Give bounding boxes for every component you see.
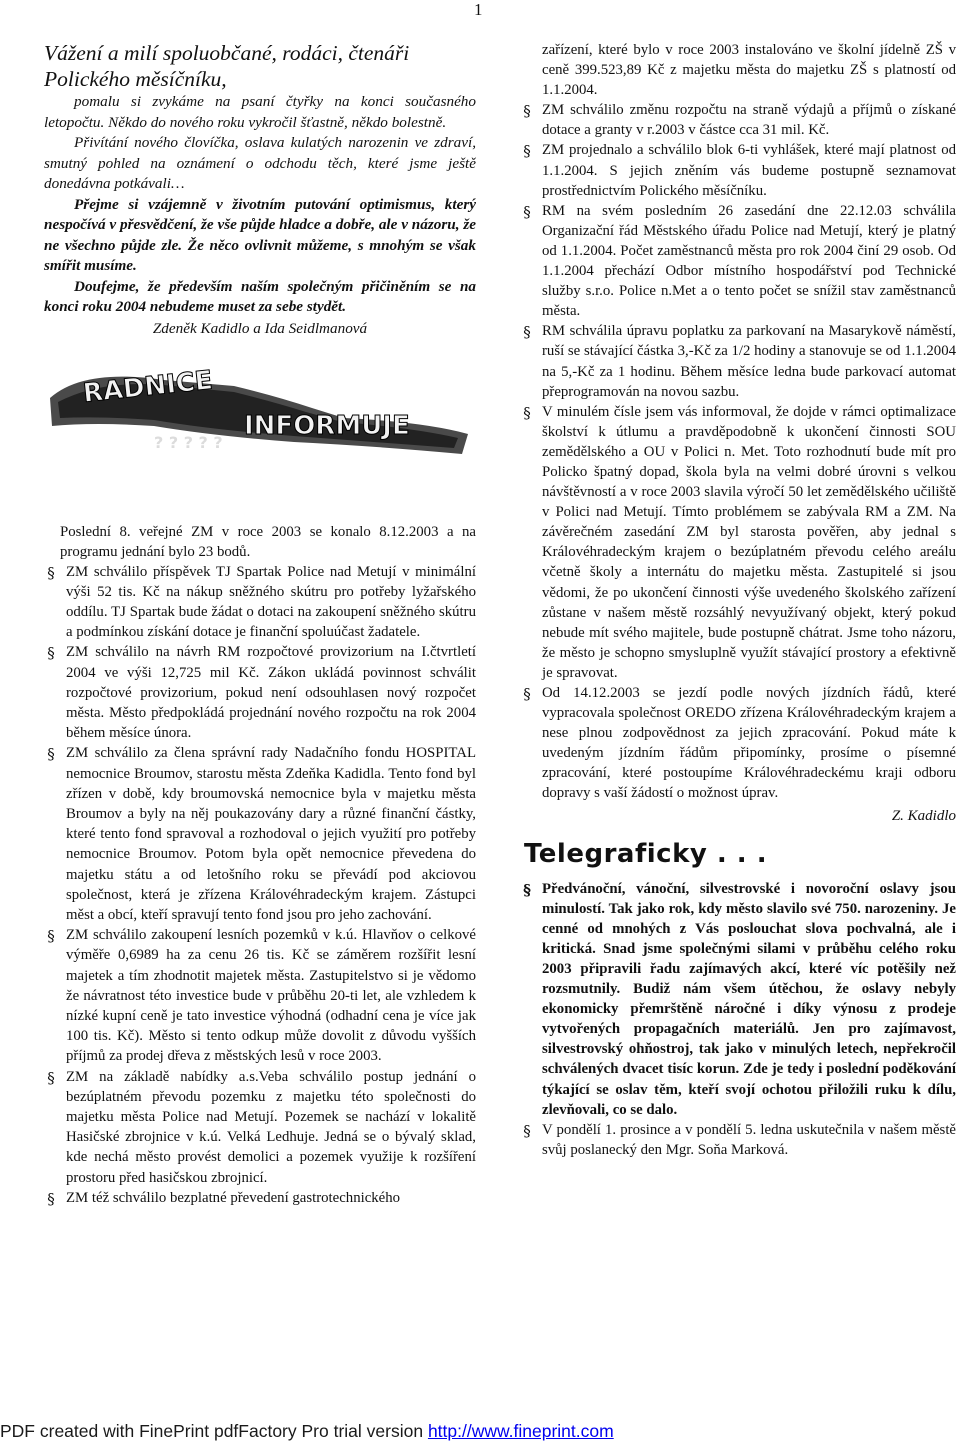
list-item-text: V pondělí 1. prosince a v pondělí 5. ledna uskutečnila v našem městě svůj poslanecký den Mgr. Soňa Marková.: [542, 1121, 956, 1158]
list-item-text: ZM schválilo zakoupení lesních pozemků v k.ú. Hlavňov o celkové výměře 0,6989 ha za cenu 26 tis. Kč se záměrem rozšířit lesní majetek a tím zhodnotit majetek města. Zastupitelstvo si je vědomo že návratnost této investice bude v průběhu 20-ti let, ale vzhledem k nízké kupní ceně je tato investice výhodná (odhadní cena je více jak 100 tis. Kč). Město si tento odkup může dovolit z důvodu vyšších příjmů za prodej dřeva z městských lesů v roce 2003.: [66, 927, 476, 1065]
section-icon: §: [523, 685, 531, 703]
list-item: [44, 1067, 476, 1188]
greeting-signature: Zdeněk Kadidlo a Ida Seidlmanová: [152, 319, 368, 337]
list-item-text: ZM schválilo za člena správní rady Nadačního fondu HOSPITAL nemocnice Broumov, starostu města Zdeňka Kadidla. Tento fond byl zřízen v době, kdy broumovská nemocnice byla v majetku města Broumov a byly na něj poukazovány dary a různé finanční částky, které tento fond spravoval a rozhodoval o jejich využití pro potřeby nemocnice Broumov. Potom byla opět nemocnice převedena do majetku státu a od letošního roku se převádí pod akciovou společnost, která je zřízena Královéhradeckým krajem. Zástupci měst a obcí, kteří spravují tento fond jsou pro jeho zachování.: [66, 745, 476, 923]
list-item: [44, 642, 476, 743]
section-icon: §: [523, 1121, 531, 1140]
section-icon: §: [47, 563, 55, 582]
list-item: [44, 1188, 476, 1208]
greeting-title: Vážení a milí spoluobčané, rodáci, čtenáři Polického měsíčníku,: [44, 41, 410, 91]
section-icon: §: [523, 880, 531, 899]
list-item: [520, 321, 956, 401]
footer-text: PDF created with FinePrint pdfFactory Pro trial version: [0, 1421, 428, 1441]
list-item-text: ZM též schválilo bezplatné převedení gastrotechnického: [66, 1189, 401, 1206]
footer-link[interactable]: http://www.fineprint.com: [427, 1421, 614, 1441]
list-item: [520, 402, 956, 683]
right-column: [520, 40, 956, 1160]
list-item: [520, 683, 956, 804]
banner-graphic: [44, 362, 476, 460]
banner-word-radnice: RADNICE: [81, 365, 215, 409]
list-item-text: ZM na základě nabídky a.s.Veba schválilo postup jednání o bezúplatném převodu pozemku z majetku této společnosti do majetku města Police nad Metují. Pozemek se nachází v lokalitě Hasičské zbrojnice v k.ú. Velká Ledhuje. Jedná se o bývalý sklad, kde nechá město provést demolici a pozemek využije k rozšíření prostoru před hasičskou zbrojnicí.: [66, 1068, 476, 1186]
telegraficky-heading: Telegraficky . . .: [524, 838, 768, 869]
list-item-text: zařízení, které bylo v roce 2003 instalováno ve školní jídelně ZŠ v ceně 399.523,89 Kč z majetku města do majetku ZŠ s platností od 1.1.2004.: [542, 42, 956, 99]
list-item-text: ZM schválilo změnu rozpočtu na straně výdajů a příjmů o získané dotace a granty v r.2003 v částce cca 31 mil. Kč.: [542, 102, 956, 139]
section-icon: §: [47, 1068, 55, 1087]
left-column: [44, 40, 476, 1208]
list-item: [520, 879, 956, 1120]
list-item-text: Předvánoční, vánoční, silvestrovské i novoroční oslavy jsou minulostí. Tak jako rok, kdy město slavilo své 750. narozeniny. Je cenné od mnohých z Vás poslouchat slova pochvalná, ale i kritická. Snad jsme společnými silami v průběhu celého roku 2003 připravili řadu zajímavých akcí, které víc potěšily než rozsmutnily. Budiž nám všem útěchou, že oslavy nebyly ekonomicky přemrštěně náročné i díky výnosu z prodeje vytvořených propagačních materiálů. Jen pro zajímavost, silvestrovský ohňostroj, tak jako v minulých letech, nepřekročil schválených dvacet tisíc korun. Zde je tedy i poslední poděkování týkající se oslav těm, kteří svojí ochotou přiložili ruku k dílu, zlevňovali, co se dalo.: [542, 880, 956, 1118]
list-item: [520, 201, 956, 322]
list-item-text: V minulém čísle jsem vás informoval, že dojde v rámci optimalizace školství k útlumu a pravděpodobně k ukončení činnosti SOU zemědělského a OU v Polici n. Met. Toto rozhodnutí bude mít pro Policko špatný dopad, škola byla na velmi dobré úrovni s velkou návštěvností a v roce 2003 slavila výročí 50 let zemědělského učiliště v Polici nad Metují. Tímto problémem se zabývala RM a ZM. Na závěrečném zasedání ZM byl starosta pověřen, aby jednal s Královéhradeckým krajem o bezúplatném převodu celého areálu včetně školy a internátu do majetku města. Zastupitelé si jsou vědomi, že po ukončení činnosti výše uvedeného školského zařízení zůstane v našem městě rozsáhlý nevyužívaný objekt, který pokud nebude mít svého majitele, bude postupně chátrat. Jsme toho názoru, že město je schopno smysluplně využít stávající prostory a efektivně je spravovat.: [542, 403, 956, 681]
section-icon: §: [523, 323, 531, 342]
section-icon: §: [47, 1189, 55, 1208]
page-number: 1: [474, 0, 483, 19]
list-item: [520, 100, 956, 140]
list-item: [44, 743, 476, 925]
radnice-informuje-banner: [44, 362, 476, 460]
greeting-paragraph-1: pomalu si zvykáme na psaní čtyřky na konci současného letopočtu. Někdo do nového roku vykročil šťastně, někdo bolestně.: [44, 93, 476, 131]
meeting-intro: Poslední 8. veřejné ZM v roce 2003 se konalo 8.12.2003 a na programu jednání bylo 23 bodů.: [60, 523, 476, 560]
list-item-text: ZM schválilo příspěvek TJ Spartak Police nad Metují v minimální výši 52 tis. Kč na nákup sněžného skútru pro potřeby lyžařského oddílu. TJ Spartak bude žádat o dotaci na zakoupení sněžného skútru a podmínkou získání dotace je finanční spoluúčast žadatele.: [66, 563, 476, 641]
section-icon: §: [523, 142, 531, 161]
list-item-text: ZM schválilo na návrh RM rozpočtové provizorium na I.čtvrtletí 2004 ve výši 12,725 mil Kč. Zákon ukládá povinnost schválit rozpočtové provizorium, pokud není odsouhlasen nový rozpočet města. Město předpokládá projednání nového rozpočtu na rok 2004 během měsíce února.: [66, 644, 476, 742]
list-item-text: RM na svém posledním 26 zasedání dne 22.12.03 schválila Organizační řád Městského úřadu Police nad Metují, který je platný od 1.1.2004. Počet zaměstnanců města pro rok 2004 činí 29 osob. Od 1.1.2004 přechází Odbor místního hospodářství pod Technické služby s.r.o. Police n.Met a o tento počet se snížil stav zaměstnanců města.: [542, 202, 956, 320]
left-item-list: [44, 562, 476, 1209]
list-item: [520, 140, 956, 200]
telegraficky-list: [520, 879, 956, 1160]
list-item: [520, 1120, 956, 1160]
greeting-paragraph-4: Doufejme, že především naším společným přičiněním se na konci roku 2004 nebudeme muset za sebe stydět.: [44, 277, 476, 315]
list-item-text: Od 14.12.2003 se jezdí podle nových jízdních řádů, které vypracovala společnost OREDO zřízena Královéhradeckým krajem a nese plnou zodpovědnost za jejich zpracování. Pokud máte k uvedeným jízdním řádům připomínky, prosíme o písemné zpracování, které postoupíme Královéhradeckému kraji odboru dopravy s vaší žádostí o možnost úprav.: [542, 685, 956, 802]
section-icon: §: [47, 745, 55, 764]
list-item-continued: [520, 40, 956, 100]
list-item: [44, 925, 476, 1066]
section-icon: §: [47, 927, 55, 946]
radnice-signature: Z. Kadidlo: [891, 807, 956, 824]
list-item-text: ZM projednalo a schválilo blok 6-ti vyhlášek, které mají platnost od 1.1.2004. S jejich zněním vás budeme postupně seznamovat prostřednictvím Polického měsíčníku.: [542, 142, 956, 199]
section-icon: §: [47, 644, 55, 663]
list-item-text: RM schválila úpravu poplatku za parkovaní na Masarykově náměstí, ruší se stávající částka 3,-Kč za 1/2 hodiny a stanovuje se od 1.1.2004 na 5,-Kč za 1 hodinu. Během měsíce ledna bude parkovací automat přeprogramován na novou sazbu.: [542, 323, 956, 400]
banner-word-informuje: INFORMUJE: [244, 410, 410, 441]
greeting-paragraph-3: Přejme si vzájemně v životním putování optimismus, který nespočívá v přesvědčení, že vše půjde hladce a dobře, ale v názoru, že ne všechno půjde zle. Že něco ovlivnit můžeme, s mnohým se však smířit musíme.: [44, 195, 476, 274]
banner-question-marks: ? ? ? ? ?: [154, 432, 223, 452]
section-icon: §: [523, 102, 531, 121]
right-item-list: [520, 40, 956, 804]
pdf-footer: [0, 1421, 960, 1442]
list-item: [44, 562, 476, 643]
section-icon: §: [523, 202, 531, 221]
section-icon: §: [523, 403, 531, 422]
greeting-paragraph-2: Přivítání nového človíčka, oslava kulatých narozenin ve zdraví, smutný pohled na oznámení o odchodu těch, které jsme ještě donedávna potkávali…: [44, 134, 476, 192]
